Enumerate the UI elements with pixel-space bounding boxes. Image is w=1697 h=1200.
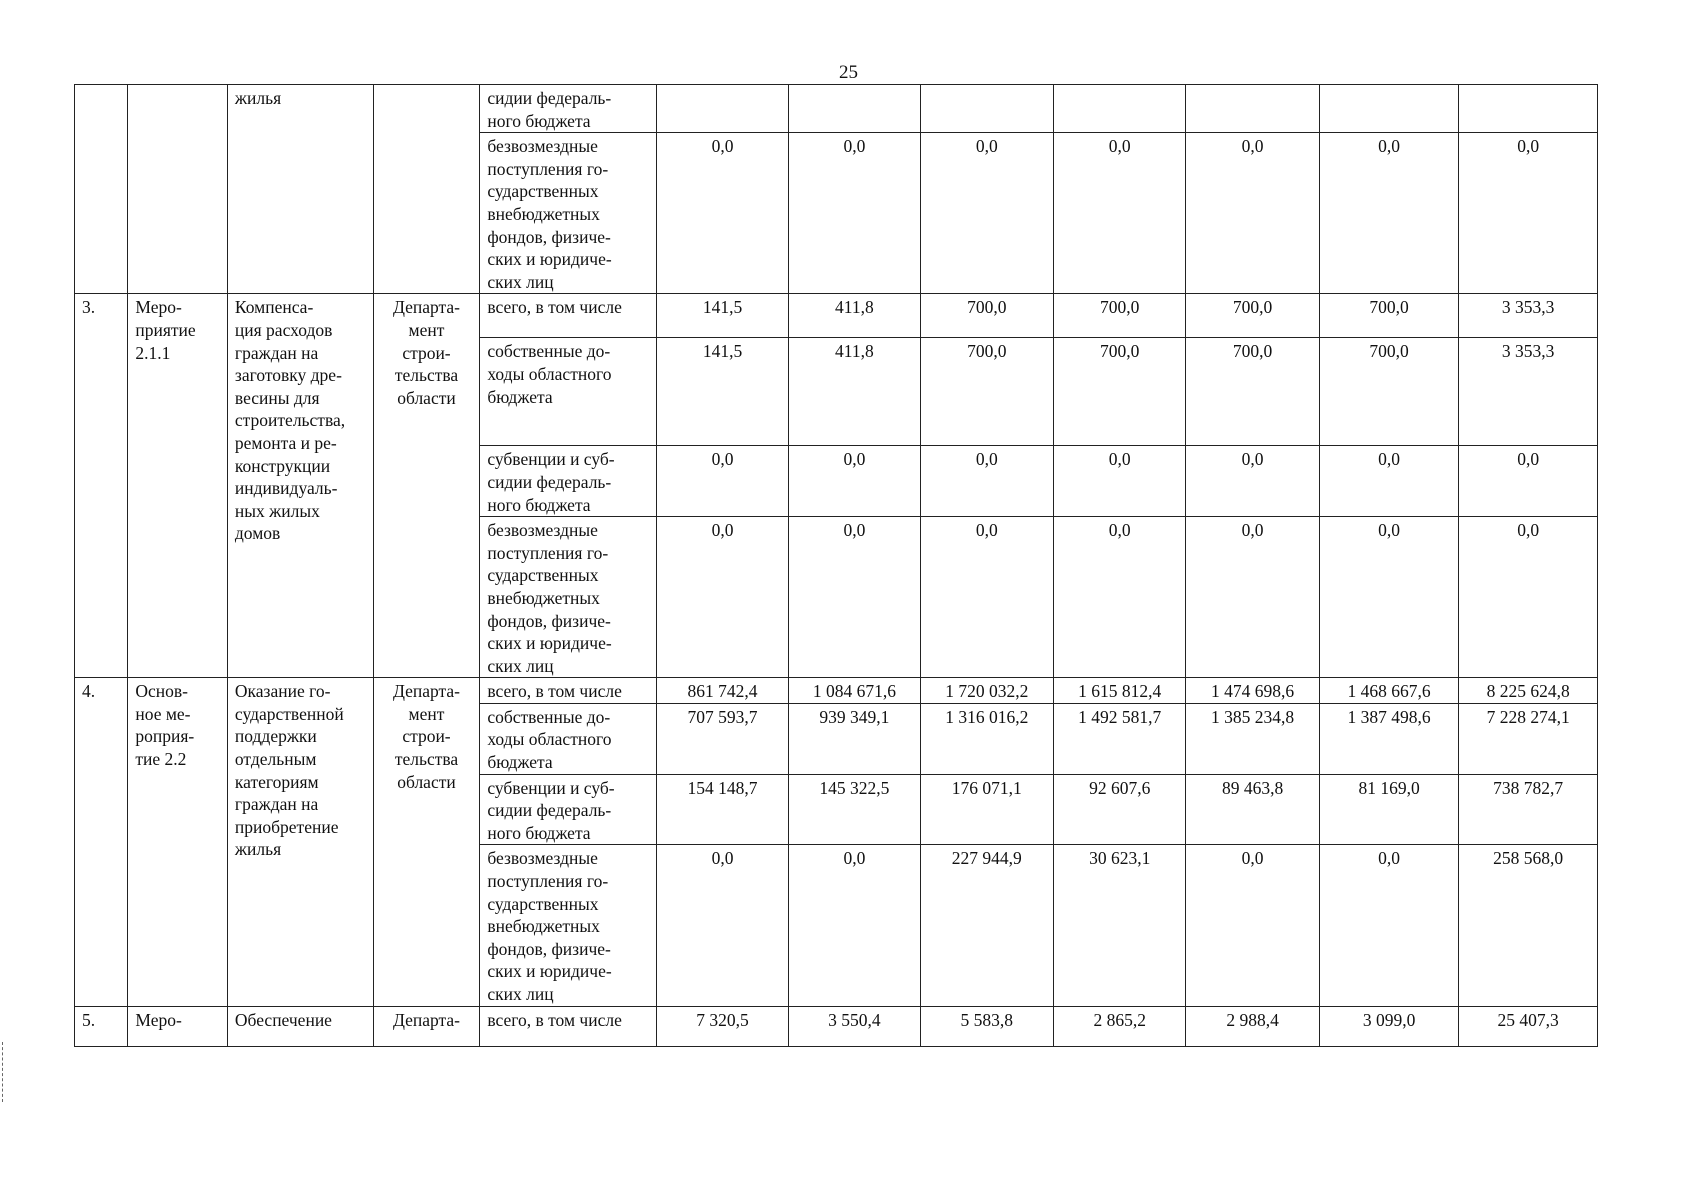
year-value-cell: 1 474 698,6 — [1186, 678, 1319, 704]
year-value-cell: 30 623,1 — [1054, 845, 1186, 1006]
total-value-cell: 25 407,3 — [1459, 1006, 1598, 1046]
event-description: Оказание го- сударственной поддержки отдельным категориям граждан на приобретение жилья — [227, 678, 373, 1006]
year-value-cell: 141,5 — [656, 294, 788, 338]
year-value-cell: 1 316 016,2 — [920, 703, 1053, 774]
year-value-cell: 0,0 — [920, 517, 1053, 678]
year-value-cell: 707 593,7 — [656, 703, 788, 774]
year-value-cell: 2 865,2 — [1054, 1006, 1186, 1046]
year-value-cell: 0,0 — [1319, 845, 1459, 1006]
year-value-cell: 411,8 — [789, 294, 920, 338]
year-value-cell: 0,0 — [1186, 133, 1319, 294]
event-description: Обеспечение — [227, 1006, 373, 1046]
year-value-cell — [920, 85, 1053, 133]
total-value-cell: 7 228 274,1 — [1459, 703, 1598, 774]
year-value-cell: 0,0 — [656, 133, 788, 294]
year-value-cell: 700,0 — [1319, 294, 1459, 338]
row-number: 4. — [75, 678, 128, 1006]
year-value-cell: 1 468 667,6 — [1319, 678, 1459, 704]
year-value-cell: 0,0 — [789, 845, 920, 1006]
year-value-cell: 0,0 — [1319, 133, 1459, 294]
year-value-cell: 0,0 — [656, 446, 788, 517]
event-description: жилья — [227, 85, 373, 294]
funding-source: безвозмездные поступления го- сударственных внебюджетных фондов, физиче- ских и юридиче- ских лиц — [480, 517, 657, 678]
table-row — [75, 1006, 1598, 1046]
year-value-cell: 0,0 — [1186, 446, 1319, 517]
event-code: Меро- — [128, 1006, 228, 1046]
year-value-cell: 0,0 — [656, 845, 788, 1006]
year-value-cell: 0,0 — [1319, 446, 1459, 517]
year-value-cell: 0,0 — [920, 446, 1053, 517]
executor-name: Департа- мент строи- тельства области — [373, 294, 480, 678]
year-value-cell: 2 988,4 — [1186, 1006, 1319, 1046]
year-value-cell: 0,0 — [1054, 133, 1186, 294]
year-value-cell: 1 084 671,6 — [789, 678, 920, 704]
event-code: Меро- приятие 2.1.1 — [128, 294, 228, 678]
year-value-cell: 154 148,7 — [656, 774, 788, 845]
total-value-cell: 0,0 — [1459, 446, 1598, 517]
event-code — [128, 85, 228, 294]
year-value-cell: 176 071,1 — [920, 774, 1053, 845]
year-value-cell: 145 322,5 — [789, 774, 920, 845]
year-value-cell — [1054, 85, 1186, 133]
year-value-cell: 7 320,5 — [656, 1006, 788, 1046]
year-value-cell: 89 463,8 — [1186, 774, 1319, 845]
year-value-cell: 700,0 — [1186, 294, 1319, 338]
funding-source: собственные до- ходы областного бюджета — [480, 338, 657, 446]
year-value-cell: 0,0 — [920, 133, 1053, 294]
year-value-cell: 81 169,0 — [1319, 774, 1459, 845]
year-value-cell: 92 607,6 — [1054, 774, 1186, 845]
funding-source: всего, в том числе — [480, 678, 657, 704]
funding-source: всего, в том числе — [480, 1006, 657, 1046]
total-value-cell: 8 225 624,8 — [1459, 678, 1598, 704]
funding-source: субвенции и суб- сидии федераль- ного бюджета — [480, 774, 657, 845]
funding-source: субвенции и суб- сидии федераль- ного бюджета — [480, 446, 657, 517]
year-value-cell: 700,0 — [1319, 338, 1459, 446]
scan-margin-mark — [2, 1042, 6, 1102]
year-value-cell: 3 550,4 — [789, 1006, 920, 1046]
table-row — [75, 294, 1598, 338]
budget-table — [74, 84, 1598, 1047]
year-value-cell — [789, 85, 920, 133]
year-value-cell: 0,0 — [789, 517, 920, 678]
page-number: 25 — [839, 62, 858, 83]
total-value-cell: 738 782,7 — [1459, 774, 1598, 845]
year-value-cell: 1 720 032,2 — [920, 678, 1053, 704]
year-value-cell: 5 583,8 — [920, 1006, 1053, 1046]
year-value-cell: 700,0 — [1054, 294, 1186, 338]
year-value-cell: 1 385 234,8 — [1186, 703, 1319, 774]
year-value-cell: 1 615 812,4 — [1054, 678, 1186, 704]
total-value-cell: 3 353,3 — [1459, 338, 1598, 446]
year-value-cell: 411,8 — [789, 338, 920, 446]
year-value-cell — [656, 85, 788, 133]
year-value-cell: 700,0 — [920, 294, 1053, 338]
funding-source: сидии федераль- ного бюджета — [480, 85, 657, 133]
year-value-cell: 0,0 — [656, 517, 788, 678]
total-value-cell: 3 353,3 — [1459, 294, 1598, 338]
year-value-cell: 3 099,0 — [1319, 1006, 1459, 1046]
event-code: Основ- ное ме- роприя- тие 2.2 — [128, 678, 228, 1006]
row-number: 5. — [75, 1006, 128, 1046]
executor-name — [373, 85, 480, 294]
row-number — [75, 85, 128, 294]
table-row — [75, 85, 1598, 133]
funding-source: собственные до- ходы областного бюджета — [480, 703, 657, 774]
year-value-cell: 0,0 — [1186, 517, 1319, 678]
year-value-cell: 0,0 — [1054, 517, 1186, 678]
total-value-cell: 258 568,0 — [1459, 845, 1598, 1006]
year-value-cell: 700,0 — [1054, 338, 1186, 446]
year-value-cell: 0,0 — [789, 446, 920, 517]
year-value-cell: 939 349,1 — [789, 703, 920, 774]
total-value-cell: 0,0 — [1459, 133, 1598, 294]
year-value-cell: 0,0 — [789, 133, 920, 294]
total-value-cell — [1459, 85, 1598, 133]
total-value-cell: 0,0 — [1459, 517, 1598, 678]
year-value-cell — [1186, 85, 1319, 133]
year-value-cell: 0,0 — [1319, 517, 1459, 678]
year-value-cell: 0,0 — [1186, 845, 1319, 1006]
year-value-cell: 700,0 — [1186, 338, 1319, 446]
year-value-cell: 227 944,9 — [920, 845, 1053, 1006]
table-row — [75, 678, 1598, 704]
funding-source: всего, в том числе — [480, 294, 657, 338]
funding-source: безвозмездные поступления го- сударственных внебюджетных фондов, физиче- ских и юридиче- ских лиц — [480, 845, 657, 1006]
year-value-cell: 700,0 — [920, 338, 1053, 446]
event-description: Компенса- ция расходов граждан на заготовку дре- весины для строительства, ремонта и ре- конструкции индивидуаль- ных жилых домов — [227, 294, 373, 678]
year-value-cell: 1 492 581,7 — [1054, 703, 1186, 774]
year-value-cell: 141,5 — [656, 338, 788, 446]
row-number: 3. — [75, 294, 128, 678]
year-value-cell — [1319, 85, 1459, 133]
year-value-cell: 861 742,4 — [656, 678, 788, 704]
year-value-cell: 1 387 498,6 — [1319, 703, 1459, 774]
executor-name: Департа- мент строи- тельства области — [373, 678, 480, 1006]
year-value-cell: 0,0 — [1054, 446, 1186, 517]
executor-name: Департа- — [373, 1006, 480, 1046]
funding-source: безвозмездные поступления го- сударственных внебюджетных фондов, физиче- ских и юридиче- ских лиц — [480, 133, 657, 294]
